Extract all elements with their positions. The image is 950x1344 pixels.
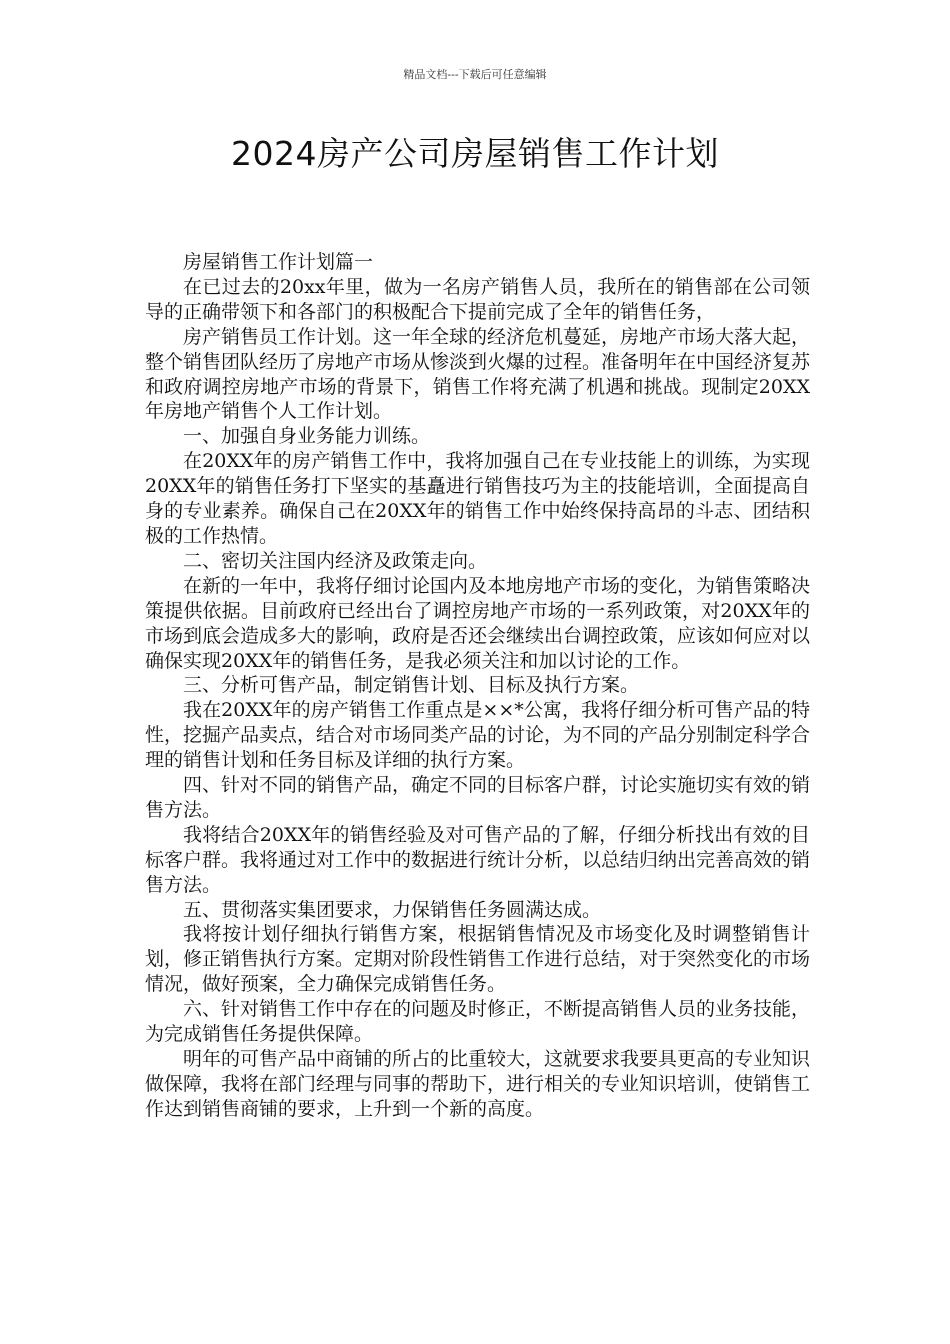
paragraph: 我将结合20XX年的销售经验及对可售产品的了解，仔细分析找出有效的目标客户群。我将通过对工作中的数据进行统计分析，以总结归纳出完善高效的销售方法。: [145, 823, 811, 896]
paragraph: 明年的可售产品中商铺的所占的比重较大，这就要求我要具更高的专业知识做保障，我将在部门经理与同事的帮助下，进行相关的专业知识培训，使销售工作达到销售商铺的要求，上升到一个新的高度。: [145, 1048, 811, 1120]
page-header: 精品文档---下载后可任意编辑: [403, 68, 547, 81]
document-title: 2024房产公司房屋销售工作计划: [231, 134, 719, 173]
paragraph: 我在20XX年的房产销售工作重点是××*公寓，我将仔细分析可售产品的特性，挖掘产品卖点，结合对市场同类产品的讨论，为不同的产品分别制定科学合理的销售计划和任务目标及详细的执行方案。: [145, 699, 811, 772]
section-heading: 一、加强自身业务能力训练。: [183, 425, 431, 448]
paragraph: 房产销售员工作计划。这一年全球的经济危机蔓延，房地产市场大落大起，整个销售团队经历了房地产市场从惨淡到火爆的过程。准备明年在中国经济复苏和政府调控房地产市场的背景下，销售工作将充满了机遇和挑战。现制定20XX年房地产销售个人工作计划。: [145, 325, 811, 423]
section-heading: 三、分析可售产品，制定销售计划、目标及执行方案。: [183, 674, 640, 697]
section-heading: 六、针对销售工作中存在的问题及时修正，不断提高销售人员的业务技能，为完成销售任务提供保障。: [145, 998, 811, 1046]
section-heading: 五、贯彻落实集团要求，力保销售任务圆满达成。: [183, 898, 602, 921]
section-heading: 四、针对不同的销售产品，确定不同的目标客户群，讨论实施切实有效的销售方法。: [145, 774, 811, 821]
paragraph: 在已过去的20xx年里，做为一名房产销售人员，我所在的销售部在公司领导的正确带领下和各部门的积极配合下提前完成了全年的销售任务，: [145, 275, 810, 323]
paragraph: 我将按计划仔细执行销售方案，根据销售情况及市场变化及时调整销售计划，修正销售执行方案。定期对阶段性销售工作进行总结，对于突然变化的市场情况，做好预案，全力确保完成销售任务。: [145, 923, 811, 996]
paragraph: 房屋销售工作计划篇一: [183, 251, 374, 273]
document-body: [145, 250, 810, 1122]
paragraph: 在20XX年的房产销售工作中，我将加强自己在专业技能上的训练，为实现20XX年的销售任务打下坚实的基矗进行销售技巧为主的技能培训，全面提高自身的专业素养。确保自己在20XX年的销售工作中始终保持高昂的斗志、团结积极的工作热情。: [145, 450, 810, 547]
section-heading: 二、密切关注国内经济及政策走向。: [183, 549, 488, 572]
paragraph: 在新的一年中，我将仔细讨论国内及本地房地产市场的变化，为销售策略决策提供依据。目前政府已经出台了调控房地产市场的一系列政策，对20XX年的市场到底会造成多大的影响，政府是否还会继续出台调控政策，应该如何应对以确保实现20XX年的销售任务，是我必须关注和加以讨论的工作。: [145, 574, 811, 672]
